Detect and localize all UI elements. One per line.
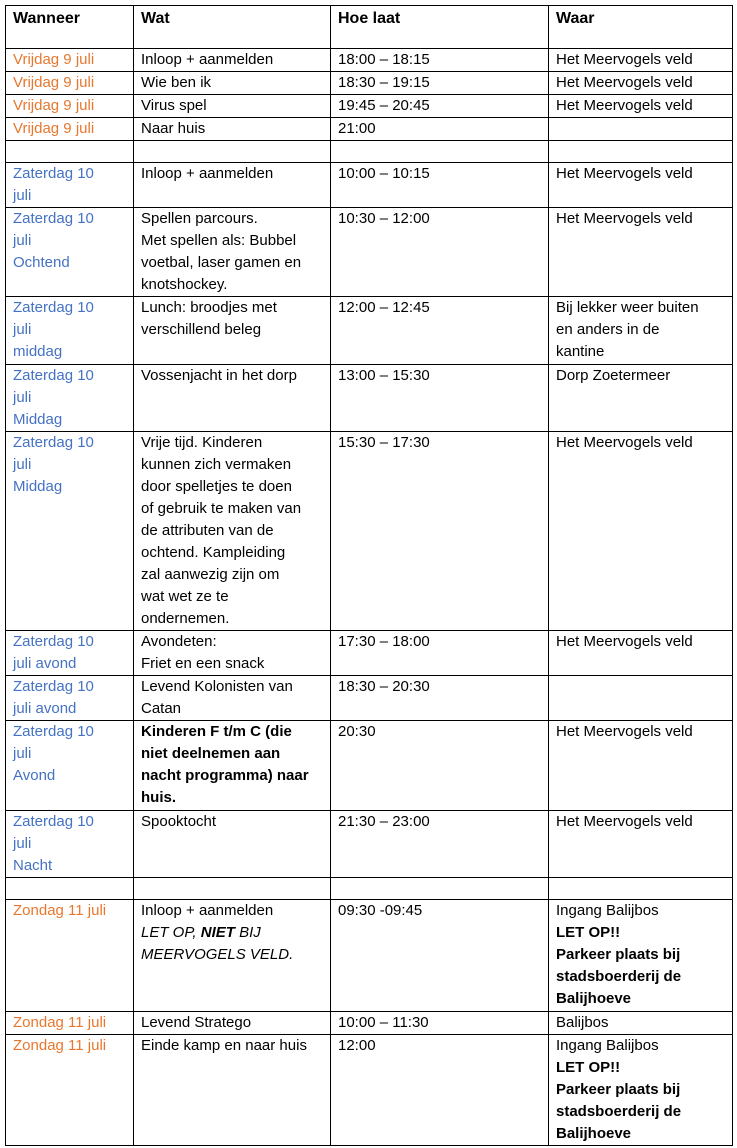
- activity-line: knotshockey.: [141, 276, 228, 293]
- cell-wanneer: [6, 49, 134, 72]
- activity-line: Levend Kolonisten van: [141, 678, 293, 695]
- date-line: Vrijdag 9 juli: [13, 74, 95, 91]
- cell-wat: [134, 1012, 331, 1035]
- cell-hoe-laat: 12:00 – 12:45: [331, 297, 549, 365]
- date-line: Vrijdag 9 juli: [13, 97, 95, 114]
- cell-wat: [134, 1035, 331, 1146]
- empty-cell: [331, 141, 549, 163]
- empty-cell: [331, 878, 549, 900]
- activity-line: MEERVOGELS VELD.: [141, 946, 294, 963]
- activity-line: voetbal, laser gamen en: [141, 254, 302, 271]
- header-row: [6, 6, 733, 49]
- table-row: [6, 208, 733, 297]
- cell-wat: [134, 297, 331, 365]
- cell-wanneer: [6, 900, 134, 1012]
- location-line: Het Meervogels veld: [556, 51, 693, 68]
- cell-wat: [134, 811, 331, 878]
- cell-wat: [134, 95, 331, 118]
- table-row: [6, 631, 733, 676]
- activity-line: Vrije tijd. Kinderen: [141, 434, 263, 451]
- date-line: Zondag 11 juli: [13, 1037, 107, 1054]
- cell-wat: [134, 676, 331, 721]
- table-row: [6, 72, 733, 95]
- date-line: juli: [13, 835, 32, 852]
- cell-hoe-laat: 18:30 – 20:30: [331, 676, 549, 721]
- activity-line: nacht programma) naar: [141, 767, 309, 784]
- date-line: Vrijdag 9 juli: [13, 120, 95, 137]
- date-line: Zaterdag 10: [13, 723, 94, 740]
- activity-line: ochtend. Kampleiding: [141, 544, 286, 561]
- activity-line: door spelletjes te doen: [141, 478, 292, 495]
- cell-hoe-laat: 10:00 – 11:30: [331, 1012, 549, 1035]
- schedule-table: [5, 5, 733, 1146]
- activity-line: Avondeten:: [141, 633, 217, 650]
- date-line: juli: [13, 745, 32, 762]
- cell-wat: [134, 118, 331, 141]
- cell-hoe-laat: 18:00 – 18:15: [331, 49, 549, 72]
- date-line: Zaterdag 10: [13, 299, 94, 316]
- header-hoe-laat: Hoe laat: [331, 6, 549, 49]
- cell-wanneer: [6, 208, 134, 297]
- cell-wanneer: [6, 118, 134, 141]
- activity-line: Virus spel: [141, 97, 207, 114]
- date-line: juli: [13, 321, 32, 338]
- table-row: [6, 163, 733, 208]
- activity-text-part: BIJ: [234, 924, 261, 941]
- activity-line: niet deelnemen aan: [141, 745, 281, 762]
- cell-waar: [549, 95, 733, 118]
- cell-wat: [134, 365, 331, 432]
- activity-text-part: NIET: [200, 924, 235, 941]
- cell-wat: [134, 72, 331, 95]
- location-line: Ingang Balijbos: [556, 1037, 659, 1054]
- location-line: Het Meervogels veld: [556, 633, 693, 650]
- location-line: Het Meervogels veld: [556, 723, 693, 740]
- cell-hoe-laat: 09:30 -09:45: [331, 900, 549, 1012]
- date-line: Middag: [13, 411, 63, 428]
- spacer-row: [6, 141, 733, 163]
- location-line: Het Meervogels veld: [556, 813, 693, 830]
- activity-line: zal aanwezig zijn om: [141, 566, 280, 583]
- cell-waar: [549, 49, 733, 72]
- date-line: Nacht: [13, 857, 53, 874]
- empty-cell: [6, 878, 134, 900]
- location-line: Parkeer plaats bij: [556, 946, 681, 963]
- table-row: [6, 900, 733, 1012]
- cell-hoe-laat: 10:30 – 12:00: [331, 208, 549, 297]
- cell-hoe-laat: 19:45 – 20:45: [331, 95, 549, 118]
- cell-hoe-laat: 15:30 – 17:30: [331, 432, 549, 631]
- activity-line: [141, 922, 324, 944]
- activity-line: Met spellen als: Bubbel: [141, 232, 297, 249]
- location-line: stadsboerderij de: [556, 1103, 682, 1120]
- activity-line: kunnen zich vermaken: [141, 456, 292, 473]
- cell-hoe-laat: 10:00 – 10:15: [331, 163, 549, 208]
- activity-line: huis.: [141, 789, 177, 806]
- date-line: juli avond: [13, 700, 77, 717]
- cell-wanneer: [6, 721, 134, 811]
- header-wanneer: Wanneer: [6, 6, 134, 49]
- cell-wanneer: [6, 365, 134, 432]
- cell-wanneer: [6, 676, 134, 721]
- activity-line: verschillend beleg: [141, 321, 262, 338]
- cell-waar: [549, 365, 733, 432]
- location-line: LET OP!!: [556, 924, 621, 941]
- location-line: LET OP!!: [556, 1059, 621, 1076]
- location-line: stadsboerderij de: [556, 968, 682, 985]
- activity-line: Inloop + aanmelden: [141, 902, 274, 919]
- date-line: juli: [13, 232, 32, 249]
- cell-hoe-laat: 12:00: [331, 1035, 549, 1146]
- table-row: [6, 676, 733, 721]
- location-line: Het Meervogels veld: [556, 434, 693, 451]
- activity-line: Inloop + aanmelden: [141, 51, 274, 68]
- date-line: Zaterdag 10: [13, 678, 94, 695]
- activity-line: de attributen van de: [141, 522, 274, 539]
- activity-line: Levend Stratego: [141, 1014, 252, 1031]
- cell-wanneer: [6, 432, 134, 631]
- activity-line: Lunch: broodjes met: [141, 299, 277, 316]
- cell-hoe-laat: 13:00 – 15:30: [331, 365, 549, 432]
- cell-wanneer: [6, 811, 134, 878]
- location-line: Het Meervogels veld: [556, 165, 693, 182]
- cell-waar: [549, 811, 733, 878]
- location-line: Balijbos: [556, 1014, 609, 1031]
- table-row: [6, 365, 733, 432]
- date-line: Zaterdag 10: [13, 210, 94, 227]
- date-line: Zaterdag 10: [13, 165, 94, 182]
- location-line: Dorp Zoetermeer: [556, 367, 671, 384]
- location-line: Balijhoeve: [556, 1125, 632, 1142]
- date-line: Vrijdag 9 juli: [13, 51, 95, 68]
- cell-wanneer: [6, 1035, 134, 1146]
- cell-wanneer: [6, 72, 134, 95]
- date-line: Zaterdag 10: [13, 367, 94, 384]
- table-row: [6, 297, 733, 365]
- activity-line: Inloop + aanmelden: [141, 165, 274, 182]
- cell-waar: [549, 72, 733, 95]
- empty-cell: [549, 141, 733, 163]
- cell-wat: [134, 208, 331, 297]
- cell-wanneer: [6, 297, 134, 365]
- cell-waar: [549, 297, 733, 365]
- header-waar: Waar: [549, 6, 733, 49]
- table-row: [6, 1035, 733, 1146]
- cell-waar: [549, 676, 733, 721]
- location-line: Bij lekker weer buiten: [556, 299, 699, 316]
- activity-line: Vossenjacht in het dorp: [141, 367, 297, 384]
- cell-wat: [134, 721, 331, 811]
- table-row: [6, 811, 733, 878]
- cell-wat: [134, 432, 331, 631]
- cell-wat: [134, 631, 331, 676]
- date-line: Avond: [13, 767, 56, 784]
- cell-waar: [549, 432, 733, 631]
- cell-wanneer: [6, 631, 134, 676]
- cell-hoe-laat: 21:30 – 23:00: [331, 811, 549, 878]
- date-line: juli: [13, 389, 32, 406]
- activity-line: ondernemen.: [141, 610, 230, 627]
- location-line: Het Meervogels veld: [556, 97, 693, 114]
- location-line: en anders in de: [556, 321, 660, 338]
- table-row: [6, 49, 733, 72]
- date-line: Middag: [13, 478, 63, 495]
- date-line: juli: [13, 456, 32, 473]
- activity-line: Kinderen F t/m C (die: [141, 723, 292, 740]
- location-line: Balijhoeve: [556, 990, 632, 1007]
- cell-wanneer: [6, 163, 134, 208]
- cell-hoe-laat: 20:30: [331, 721, 549, 811]
- location-line: Parkeer plaats bij: [556, 1081, 681, 1098]
- location-line: Ingang Balijbos: [556, 902, 659, 919]
- location-line: kantine: [556, 343, 605, 360]
- cell-hoe-laat: 17:30 – 18:00: [331, 631, 549, 676]
- cell-wanneer: [6, 1012, 134, 1035]
- cell-waar: [549, 721, 733, 811]
- cell-wanneer: [6, 95, 134, 118]
- activity-line: of gebruik te maken van: [141, 500, 302, 517]
- activity-line: Einde kamp en naar huis: [141, 1037, 307, 1054]
- activity-line: wat wet ze te: [141, 588, 229, 605]
- table-row: [6, 118, 733, 141]
- schedule-body: [6, 49, 733, 1146]
- cell-hoe-laat: 18:30 – 19:15: [331, 72, 549, 95]
- empty-cell: [6, 141, 134, 163]
- date-line: Zaterdag 10: [13, 434, 94, 451]
- table-row: [6, 721, 733, 811]
- header-wat: Wat: [134, 6, 331, 49]
- empty-cell: [134, 141, 331, 163]
- cell-waar: [549, 631, 733, 676]
- cell-waar: [549, 900, 733, 1012]
- cell-waar: [549, 1035, 733, 1146]
- cell-waar: [549, 208, 733, 297]
- activity-text-part: LET OP,: [141, 924, 201, 941]
- activity-line: Spellen parcours.: [141, 210, 258, 227]
- activity-line: Catan: [141, 700, 182, 717]
- date-line: juli avond: [13, 655, 77, 672]
- activity-line: Friet en een snack: [141, 655, 265, 672]
- date-line: Zondag 11 juli: [13, 1014, 107, 1031]
- table-row: [6, 432, 733, 631]
- spacer-row: [6, 878, 733, 900]
- empty-cell: [134, 878, 331, 900]
- activity-line: Naar huis: [141, 120, 206, 137]
- location-line: Het Meervogels veld: [556, 74, 693, 91]
- cell-waar: [549, 118, 733, 141]
- date-line: Zaterdag 10: [13, 813, 94, 830]
- cell-waar: [549, 1012, 733, 1035]
- table-row: [6, 95, 733, 118]
- activity-line: Spooktocht: [141, 813, 217, 830]
- date-line: middag: [13, 343, 63, 360]
- date-line: Zondag 11 juli: [13, 902, 107, 919]
- activity-line: Wie ben ik: [141, 74, 212, 91]
- cell-wat: [134, 163, 331, 208]
- cell-hoe-laat: 21:00: [331, 118, 549, 141]
- cell-waar: [549, 163, 733, 208]
- date-line: juli: [13, 187, 32, 204]
- cell-wat: [134, 49, 331, 72]
- date-line: Ochtend: [13, 254, 70, 271]
- empty-cell: [549, 878, 733, 900]
- table-row: [6, 1012, 733, 1035]
- cell-wat: [134, 900, 331, 1012]
- date-line: Zaterdag 10: [13, 633, 94, 650]
- location-line: Het Meervogels veld: [556, 210, 693, 227]
